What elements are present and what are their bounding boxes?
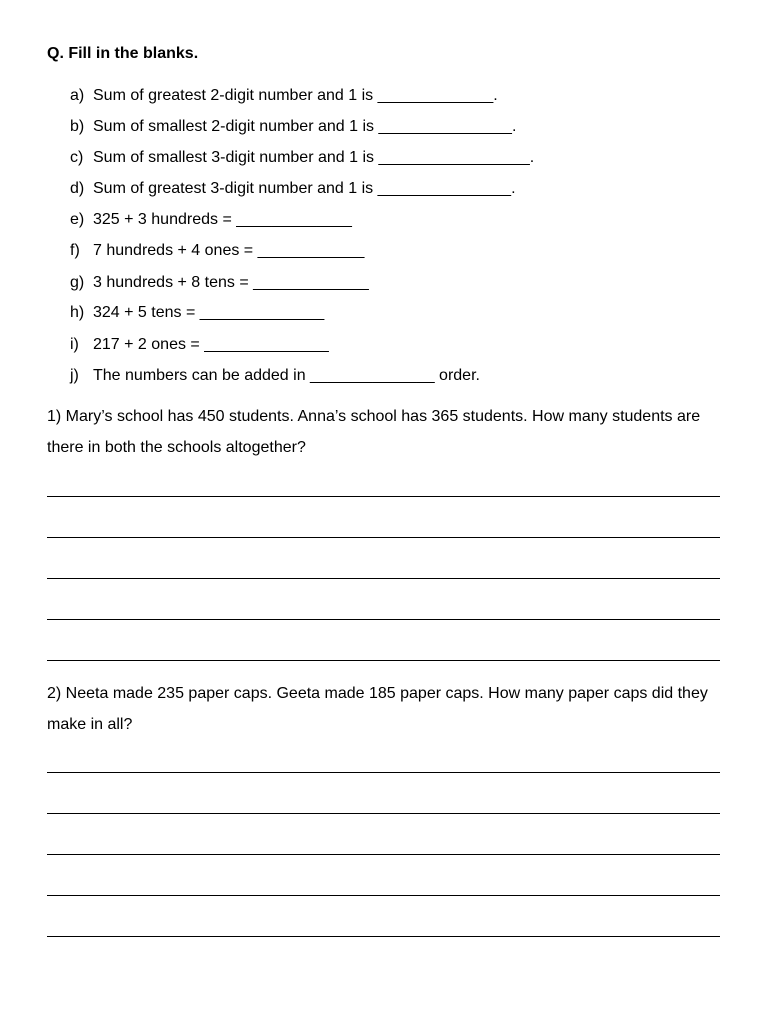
fill-blank-item-j	[70, 366, 480, 386]
item-letter: h)	[70, 304, 85, 321]
fill-blank-item-a	[70, 86, 498, 106]
item-letter: c)	[70, 149, 84, 166]
fill-blank-item-c	[70, 148, 534, 168]
fill-blank-item-b	[70, 117, 516, 137]
item-letter: j)	[70, 367, 79, 384]
item-letter: d)	[70, 180, 85, 197]
section-heading: Q. Fill in the blanks.	[47, 45, 199, 62]
item-text: 217 + 2 ones = ______________	[93, 336, 329, 353]
answer-line	[47, 496, 720, 497]
fill-blank-item-g	[70, 273, 369, 293]
item-text: 3 hundreds + 8 tens = _____________	[93, 274, 369, 291]
answer-line	[47, 813, 720, 814]
item-letter: g)	[70, 274, 85, 291]
item-letter: i)	[70, 336, 79, 353]
word-problem-1: 1) Mary’s school has 450 students. Anna’s school has 365 students. How many students are there in both the schools altogether?	[47, 408, 701, 456]
item-text: Sum of smallest 2-digit number and 1 is _______________.	[93, 118, 517, 135]
item-text: Sum of smallest 3-digit number and 1 is _________________.	[93, 149, 535, 166]
answer-line	[47, 895, 720, 896]
answer-line	[47, 619, 720, 620]
answer-line	[47, 772, 720, 773]
fill-blank-item-d	[70, 179, 516, 199]
fill-blank-item-f	[70, 241, 364, 261]
fill-blank-item-h	[70, 303, 324, 323]
item-letter: b)	[70, 118, 85, 135]
item-letter: f)	[70, 242, 80, 259]
answer-line	[47, 936, 720, 937]
item-text: 325 + 3 hundreds = _____________	[93, 211, 352, 228]
word-problem-2: 2) Neeta made 235 paper caps. Geeta made 185 paper caps. How many paper caps did they make in all?	[47, 685, 708, 733]
answer-line	[47, 660, 720, 661]
item-text: 7 hundreds + 4 ones = ____________	[93, 242, 365, 259]
item-text: Sum of greatest 2-digit number and 1 is _____________.	[93, 87, 498, 104]
item-text: 324 + 5 tens = ______________	[93, 304, 325, 321]
item-text: Sum of greatest 3-digit number and 1 is _______________.	[93, 180, 516, 197]
fill-blank-item-i	[70, 335, 329, 355]
answer-line	[47, 537, 720, 538]
item-text: The numbers can be added in ______________ order.	[93, 367, 480, 384]
item-letter: e)	[70, 211, 85, 228]
fill-blank-item-e	[70, 210, 352, 230]
answer-line	[47, 854, 720, 855]
answer-line	[47, 578, 720, 579]
item-letter: a)	[70, 87, 85, 104]
